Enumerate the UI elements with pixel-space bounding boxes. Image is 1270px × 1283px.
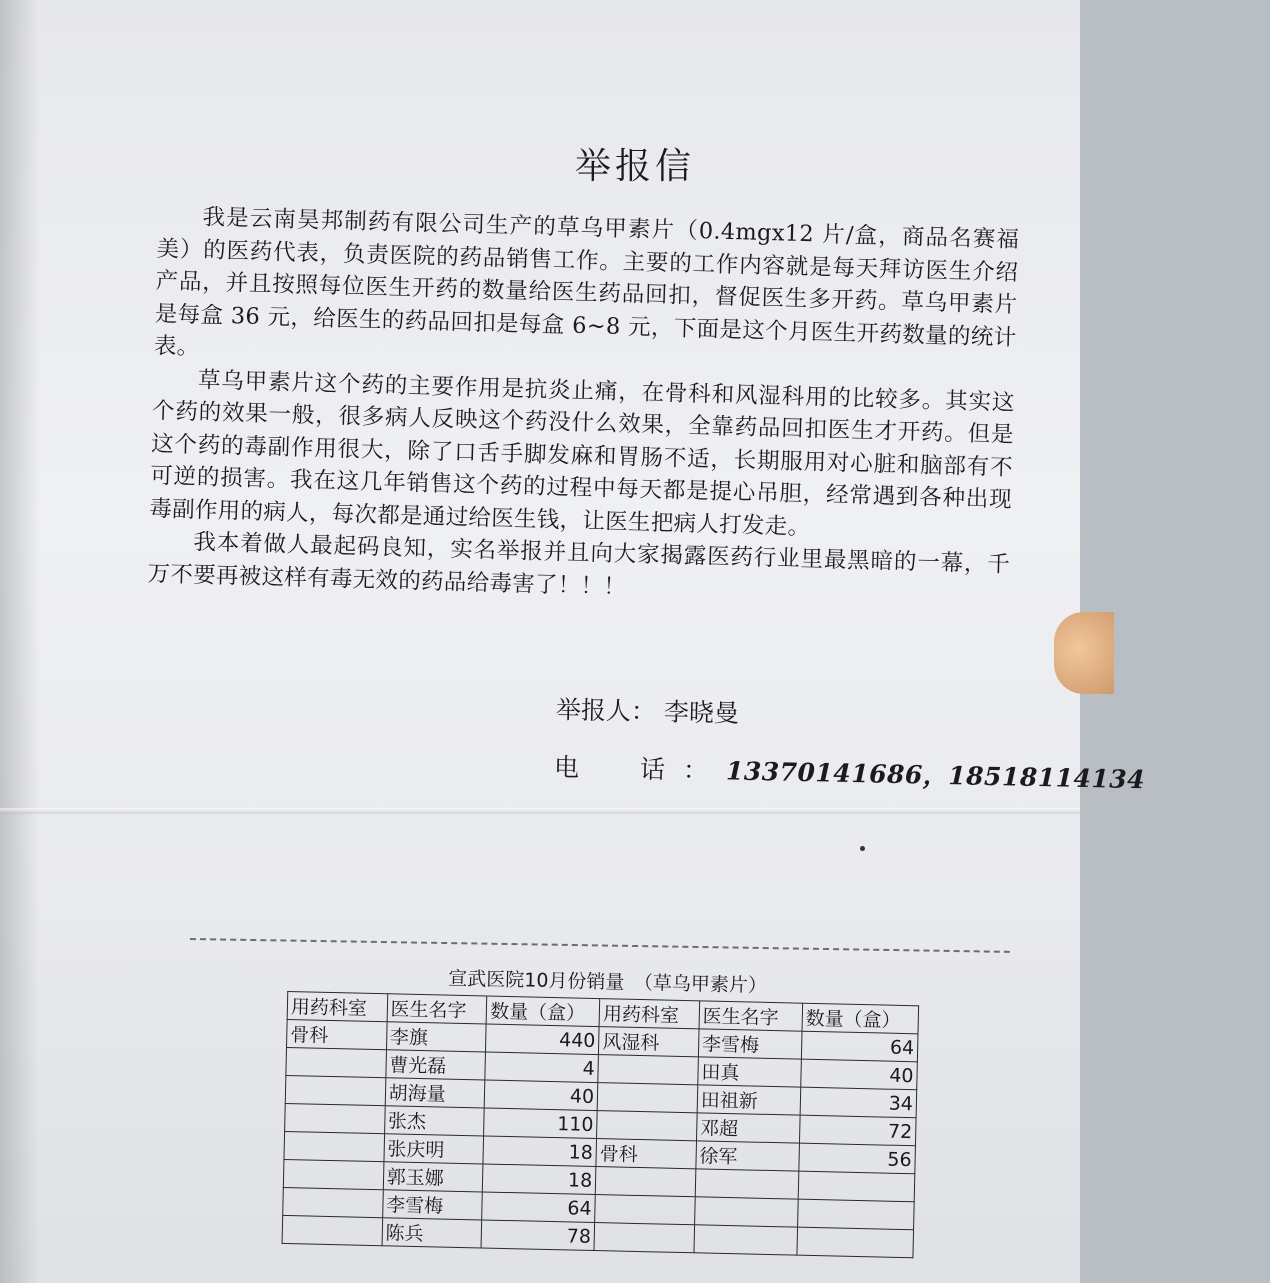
header-dept-2: 用药科室 <box>599 999 699 1029</box>
cell-qty: 40 <box>485 1080 598 1111</box>
table-title: 宣武医院10月份销量 （草乌甲素片） <box>448 967 768 997</box>
cell-dept <box>286 1047 386 1077</box>
reporter-name: 李晓曼 <box>663 697 740 728</box>
cell-qty <box>797 1227 914 1258</box>
thumb-holding-paper <box>1054 612 1114 694</box>
cell-dept <box>283 1159 383 1189</box>
reporter-line <box>556 690 740 730</box>
cell-doctor: 张庆明 <box>384 1134 484 1164</box>
header-qty-1: 数量（盒） <box>486 996 599 1027</box>
cell-qty: 64 <box>482 1192 595 1223</box>
cell-doctor: 李旗 <box>386 1022 486 1052</box>
cell-dept <box>285 1075 385 1105</box>
cut-line <box>190 938 1010 953</box>
cell-dept: 骨科 <box>596 1139 696 1169</box>
cell-dept <box>594 1223 694 1253</box>
cell-doctor: 胡海量 <box>385 1078 485 1108</box>
header-qty-2: 数量（盒） <box>802 1003 919 1034</box>
paragraph-2: 草乌甲素片这个药的主要作用是抗炎止痛，在骨科和风湿科用的比较多。其实这个药的效果一般，很多病人反映这个药没什么效果，全靠药品回扣医生才开药。但是这个药的毒副作用很大，除了口舌手脚发麻和胃肠不适，长期服用对心脏和脑部有不可逆的损害。我在这几年销售这个药的过程中每天都是提心吊胆，经常遇到各种出现毒副作用的病人，每次都是通过给医生钱，让医生把病人打发走。 <box>149 366 1016 540</box>
cell-doctor: 李雪梅 <box>698 1029 802 1059</box>
cell-qty: 64 <box>801 1031 918 1062</box>
cell-qty: 72 <box>799 1115 916 1146</box>
cell-doctor: 田祖新 <box>697 1085 801 1115</box>
phone-numbers: 13370141686，18518114134 <box>725 756 1146 795</box>
cell-qty <box>798 1171 915 1202</box>
cell-dept <box>283 1187 383 1217</box>
cell-dept: 骨科 <box>287 1019 387 1049</box>
cell-qty <box>797 1199 914 1230</box>
cell-doctor <box>694 1197 798 1227</box>
ink-dot <box>860 846 865 851</box>
cell-doctor: 张杰 <box>384 1106 484 1136</box>
cell-qty: 18 <box>483 1164 596 1195</box>
cell-qty: 18 <box>483 1136 596 1167</box>
header-dept-1: 用药科室 <box>287 992 387 1022</box>
cell-dept <box>595 1195 695 1225</box>
cell-doctor: 徐军 <box>696 1141 800 1171</box>
cell-qty: 4 <box>485 1052 598 1083</box>
paragraph-3: 我本着做人最起码良知，实名举报并且向大家揭露医药行业里最黑暗的一幕，千万不要再被这样有毒无效的药品给毒害了！！！ <box>147 529 1011 600</box>
header-doctor-1: 医生名字 <box>387 994 487 1024</box>
cell-qty: 110 <box>484 1108 597 1139</box>
cell-dept <box>597 1111 697 1141</box>
reporter-label: 举报人： <box>555 695 657 727</box>
cell-doctor: 陈兵 <box>382 1218 482 1248</box>
header-doctor-2: 医生名字 <box>699 1001 803 1031</box>
cell-doctor <box>694 1225 798 1255</box>
cell-dept: 风湿科 <box>599 1027 699 1057</box>
cell-dept <box>285 1103 385 1133</box>
cell-dept <box>282 1215 382 1245</box>
cell-qty: 34 <box>800 1087 917 1118</box>
paper-edge-shadow <box>0 0 40 1283</box>
sales-table <box>282 991 920 1258</box>
cell-doctor <box>695 1169 799 1199</box>
letter-title: 举报信 <box>574 146 695 187</box>
cell-dept <box>598 1055 698 1085</box>
phone-label: 电 话： <box>553 752 727 786</box>
cell-doctor: 邓超 <box>696 1113 800 1143</box>
cell-qty: 78 <box>481 1220 594 1251</box>
cell-doctor: 李雪梅 <box>382 1190 482 1220</box>
cell-dept <box>597 1083 697 1113</box>
cell-doctor: 田真 <box>698 1057 802 1087</box>
phone-line <box>554 748 1146 796</box>
cell-dept <box>284 1131 384 1161</box>
cell-doctor: 曹光磊 <box>386 1050 486 1080</box>
cell-qty: 56 <box>799 1143 916 1174</box>
cell-qty: 40 <box>801 1059 918 1090</box>
cell-qty: 440 <box>486 1024 599 1055</box>
cell-dept <box>595 1167 695 1197</box>
paper-fold-line <box>0 808 1080 814</box>
sales-table-section <box>282 960 928 1258</box>
letter-body <box>147 200 1020 614</box>
paragraph-1: 我是云南昊邦制药有限公司生产的草乌甲素片（0.4mgx12 片/盒，商品名赛福美）的医药代表，负责医院的药品销售工作。主要的工作内容就是每天拜访医生介绍产品，并且按照每位医生开药的数量给医生药品回扣，督促医生多开药。草乌甲素片是每盒 36 元，给医生的药品回扣是每盒 6~8 元，下面是这个月医生开药数量的统计表。 <box>153 204 1020 361</box>
cell-doctor: 郭玉娜 <box>383 1162 483 1192</box>
